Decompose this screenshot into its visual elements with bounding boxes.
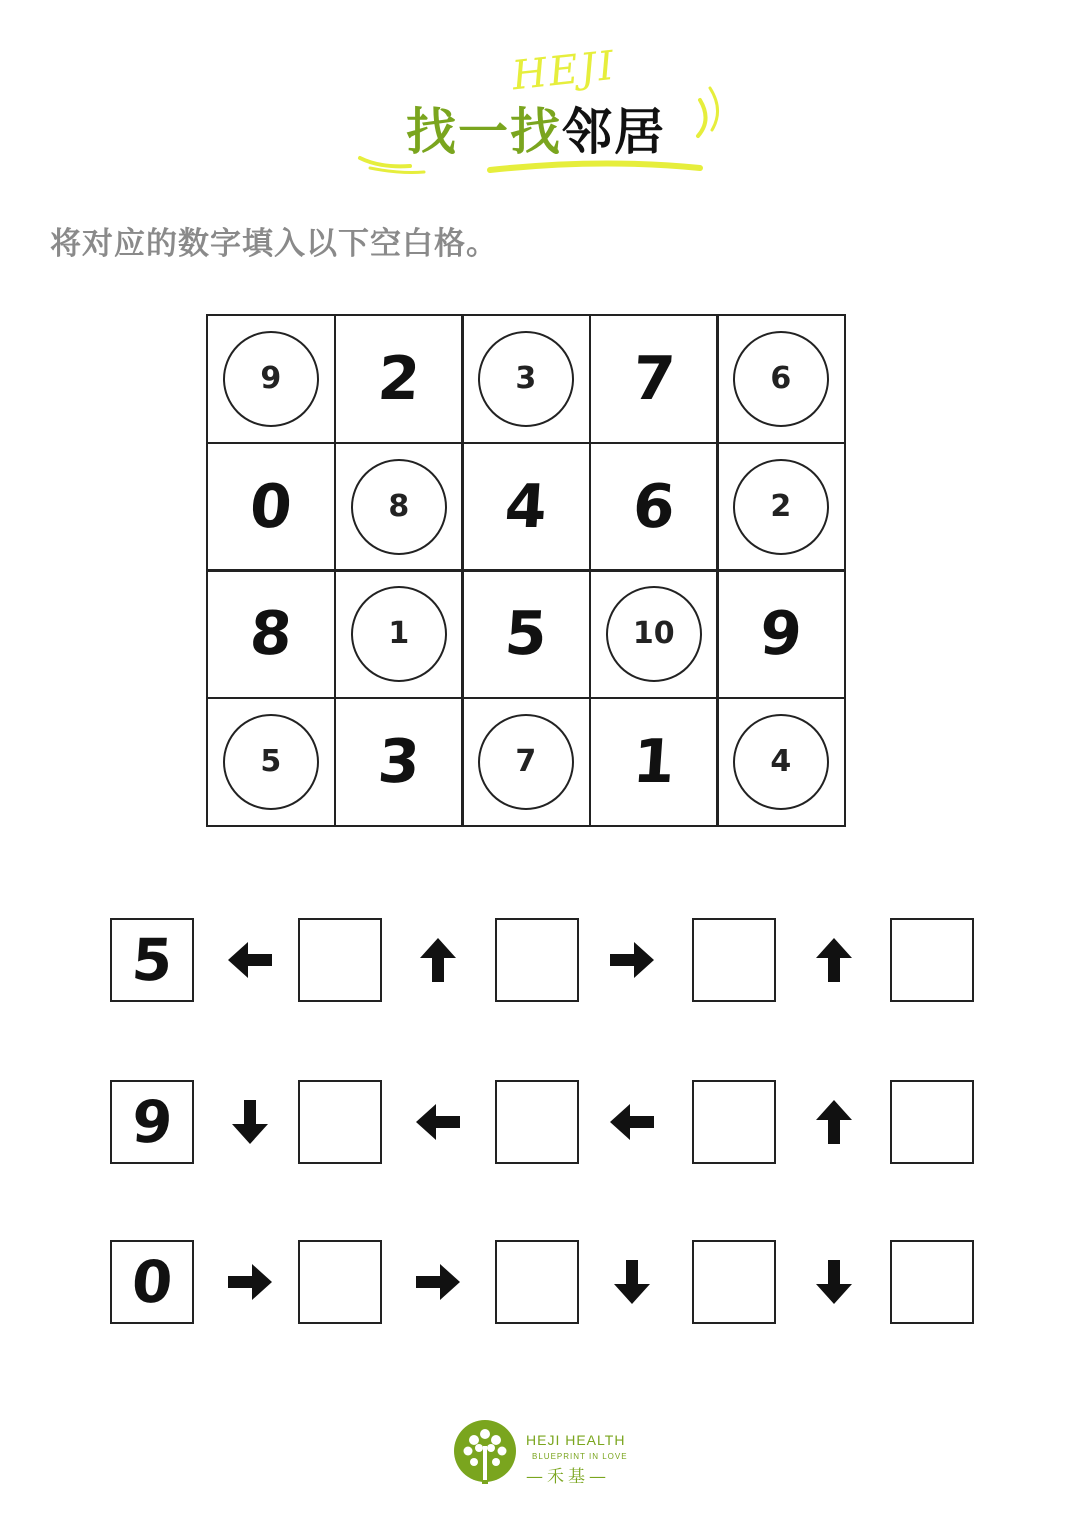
- circled-number: 8: [351, 459, 447, 555]
- circled-number: 2: [733, 459, 829, 555]
- title-text: [406, 92, 666, 164]
- answer-box[interactable]: [298, 1080, 382, 1164]
- arrow-down-icon: [222, 1094, 278, 1150]
- grid-cell: [461, 569, 591, 699]
- page-title: [340, 40, 740, 190]
- grid-cell: [716, 569, 846, 699]
- grid-cell: [461, 314, 591, 444]
- title-part-3: 邻居: [562, 103, 666, 161]
- answer-box[interactable]: [495, 1240, 579, 1324]
- tree-logo-icon: [450, 1418, 520, 1488]
- arrow-left-icon: [604, 1094, 660, 1150]
- grid-cell: [206, 314, 336, 444]
- arrow-down-icon: [604, 1254, 660, 1310]
- arrow-up-icon: [806, 932, 862, 988]
- answer-box[interactable]: [495, 918, 579, 1002]
- target-number: 9: [757, 598, 805, 669]
- number-grid: [206, 314, 844, 824]
- target-number: 3: [375, 726, 423, 797]
- instruction-text: 将对应的数字填入以下空白格。: [50, 226, 498, 262]
- answer-box[interactable]: [298, 1240, 382, 1324]
- grid-cell: [206, 442, 336, 572]
- target-number: 7: [630, 343, 678, 414]
- circled-number: 5: [223, 714, 319, 810]
- arrow-left-icon: [410, 1094, 466, 1150]
- start-number: 9: [129, 1088, 175, 1156]
- target-number: 1: [630, 726, 678, 797]
- circled-number: 10: [606, 586, 702, 682]
- grid-cell: [461, 442, 591, 572]
- grid-cell: [334, 697, 464, 827]
- start-number: 5: [129, 926, 175, 994]
- grid-cell: [334, 314, 464, 444]
- title-part-2: 找: [510, 103, 562, 161]
- grid-cell: [716, 314, 846, 444]
- arrow-right-icon: [410, 1254, 466, 1310]
- target-number: 2: [375, 343, 423, 414]
- arrow-left-icon: [222, 932, 278, 988]
- answer-box[interactable]: [890, 1240, 974, 1324]
- arrow-down-icon: [806, 1254, 862, 1310]
- grid-cell: [589, 697, 719, 827]
- start-number: 0: [129, 1248, 175, 1316]
- heji-health-logo: [450, 1418, 650, 1488]
- grid-cell: [589, 442, 719, 572]
- grid-cell: [589, 569, 719, 699]
- answer-box[interactable]: [692, 1080, 776, 1164]
- circled-number: 1: [351, 586, 447, 682]
- heji-script-text: HEJI: [509, 42, 619, 100]
- circled-number: 7: [478, 714, 574, 810]
- chain-row: [0, 918, 1080, 1018]
- grid-cell: [716, 442, 846, 572]
- answer-box[interactable]: [692, 918, 776, 1002]
- circled-number: 6: [733, 331, 829, 427]
- target-number: 8: [247, 598, 295, 669]
- logo-name: HEJI HEALTH: [526, 1432, 626, 1448]
- grid-cell: [334, 569, 464, 699]
- chain-row: [0, 1240, 1080, 1340]
- title-part-1: 找一: [406, 103, 510, 161]
- grid-cell: [206, 569, 336, 699]
- circled-number: 3: [478, 331, 574, 427]
- circled-number: 9: [223, 331, 319, 427]
- arrow-right-icon: [222, 1254, 278, 1310]
- grid-cell: [716, 697, 846, 827]
- answer-box[interactable]: [495, 1080, 579, 1164]
- target-number: 4: [502, 471, 550, 542]
- grid-cell: [589, 314, 719, 444]
- logo-tagline: BLUEPRINT IN LOVE: [532, 1452, 628, 1461]
- arrow-up-icon: [410, 932, 466, 988]
- grid-cell: [206, 697, 336, 827]
- logo-chinese: —禾基—: [526, 1467, 610, 1487]
- target-number: 6: [630, 471, 678, 542]
- grid-cell: [334, 442, 464, 572]
- answer-box[interactable]: [890, 1080, 974, 1164]
- answer-box[interactable]: [890, 918, 974, 1002]
- target-number: 5: [502, 598, 550, 669]
- grid-cell: [461, 697, 591, 827]
- circled-number: 4: [733, 714, 829, 810]
- arrow-up-icon: [806, 1094, 862, 1150]
- target-number: 0: [247, 471, 295, 542]
- arrow-right-icon: [604, 932, 660, 988]
- start-number-box: [110, 1240, 194, 1324]
- start-number-box: [110, 1080, 194, 1164]
- answer-box[interactable]: [298, 918, 382, 1002]
- chain-row: [0, 1080, 1080, 1180]
- answer-box[interactable]: [692, 1240, 776, 1324]
- start-number-box: [110, 918, 194, 1002]
